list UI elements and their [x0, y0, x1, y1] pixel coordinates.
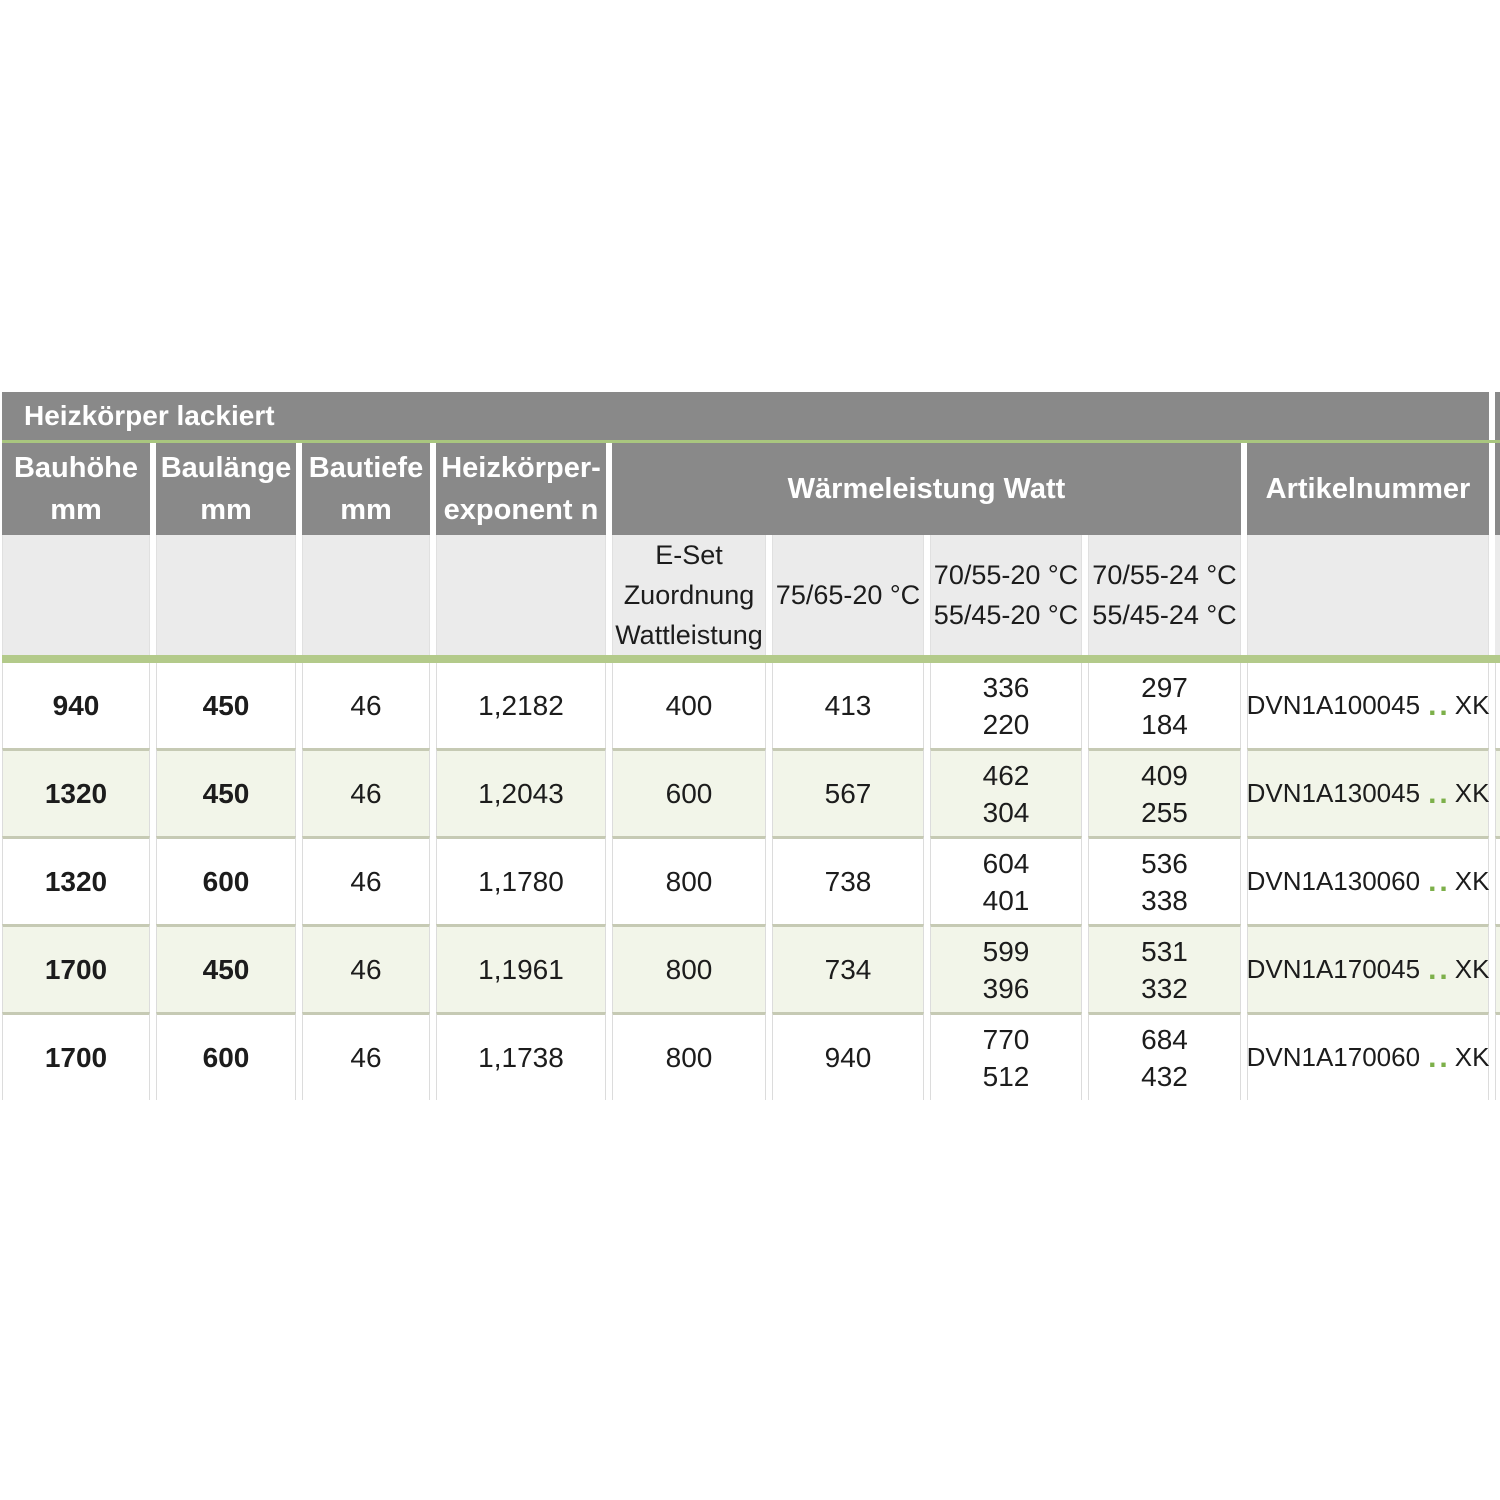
col-header-waermeleistung: Wärmeleistung Watt [612, 443, 1241, 535]
cell-bauhoehe: 1320 [2, 748, 150, 836]
artikel-suffix: XK [1454, 954, 1490, 984]
cell-watt-70-55-24: 531 332 [1088, 924, 1241, 1012]
right-edge-sliver [1495, 663, 1500, 748]
table-row [2, 748, 1500, 836]
thick-green-divider [2, 655, 1500, 663]
cell-watt-70-55-24: 409 255 [1088, 748, 1241, 836]
subheader-70-55-20: 70/55-20 °C 55/45-20 °C [930, 535, 1082, 655]
cell-watt-75-65: 738 [772, 836, 924, 924]
cell-bauhoehe: 1700 [2, 924, 150, 1012]
cell-bauhoehe: 940 [2, 663, 150, 748]
artikel-code: DVN1A130045 [1246, 778, 1421, 808]
right-edge-sliver [1495, 392, 1500, 440]
cell-artikelnummer [1247, 924, 1489, 1012]
cell-watt-75-65: 413 [772, 663, 924, 748]
cell-watt-70-55-20: 604 401 [930, 836, 1082, 924]
cell-bautiefe: 46 [302, 836, 430, 924]
cell-watt-70-55-24: 536 338 [1088, 836, 1241, 924]
cell-watt-70-55-20: 599 396 [930, 924, 1082, 1012]
cell-bautiefe: 46 [302, 748, 430, 836]
artikel-placeholder-dots: .. [1428, 1040, 1451, 1074]
cell-watt-70-55-20: 462 304 [930, 748, 1082, 836]
cell-eset: 800 [612, 924, 766, 1012]
col-header-artikelnummer: Artikelnummer [1247, 443, 1489, 535]
col-header-bauhoehe: Bauhöhe mm [2, 443, 150, 535]
right-edge-sliver [1495, 748, 1500, 836]
artikel-code: DVN1A130060 [1246, 866, 1421, 896]
col-header-baulaenge: Baulänge mm [156, 443, 296, 535]
cell-exponent: 1,1738 [436, 1012, 606, 1100]
subheader-empty-exponent [436, 535, 606, 655]
artikel-placeholder-dots: .. [1428, 952, 1451, 986]
cell-watt-70-55-24: 684 432 [1088, 1012, 1241, 1100]
cell-bautiefe: 46 [302, 663, 430, 748]
cell-artikelnummer [1247, 1012, 1489, 1100]
subheader-empty-baulaenge [156, 535, 296, 655]
col-header-bautiefe: Bautiefe mm [302, 443, 430, 535]
cell-eset: 800 [612, 836, 766, 924]
cell-exponent: 1,1780 [436, 836, 606, 924]
artikel-placeholder-dots: .. [1428, 864, 1451, 898]
cell-exponent: 1,1961 [436, 924, 606, 1012]
cell-artikelnummer [1247, 663, 1489, 748]
cell-baulaenge: 600 [156, 836, 296, 924]
cell-eset: 800 [612, 1012, 766, 1100]
subheader-row [2, 535, 1500, 655]
table-row [2, 924, 1500, 1012]
artikel-code: DVN1A170045 [1246, 954, 1421, 984]
cell-watt-70-55-24: 297 184 [1088, 663, 1241, 748]
right-edge-sliver [1495, 1012, 1500, 1100]
cell-exponent: 1,2182 [436, 663, 606, 748]
artikel-suffix: XK [1454, 778, 1490, 808]
right-edge-sliver [1495, 535, 1500, 655]
right-edge-sliver [1495, 836, 1500, 924]
artikel-placeholder-dots: .. [1428, 688, 1451, 722]
cell-baulaenge: 450 [156, 663, 296, 748]
artikel-suffix: XK [1454, 1042, 1490, 1072]
radiator-spec-table [2, 392, 1500, 1100]
subheader-empty-artikel [1247, 535, 1489, 655]
cell-eset: 400 [612, 663, 766, 748]
subheader-75-65: 75/65-20 °C [772, 535, 924, 655]
table-row [2, 663, 1500, 748]
column-header-row [2, 443, 1500, 535]
table-title: Heizkörper lackiert [2, 392, 1489, 440]
artikel-placeholder-dots: .. [1428, 776, 1451, 810]
cell-baulaenge: 600 [156, 1012, 296, 1100]
cell-bauhoehe: 1700 [2, 1012, 150, 1100]
table-row [2, 836, 1500, 924]
table-row [2, 1012, 1500, 1100]
artikel-code: DVN1A170060 [1246, 1042, 1421, 1072]
cell-baulaenge: 450 [156, 924, 296, 1012]
title-bar [2, 392, 1500, 440]
col-header-exponent: Heizkörper- exponent n [436, 443, 606, 535]
cell-watt-75-65: 734 [772, 924, 924, 1012]
cell-exponent: 1,2043 [436, 748, 606, 836]
cell-eset: 600 [612, 748, 766, 836]
subheader-70-55-24: 70/55-24 °C 55/45-24 °C [1088, 535, 1241, 655]
cell-bautiefe: 46 [302, 1012, 430, 1100]
cell-watt-70-55-20: 336 220 [930, 663, 1082, 748]
cell-watt-75-65: 940 [772, 1012, 924, 1100]
cell-baulaenge: 450 [156, 748, 296, 836]
cell-watt-70-55-20: 770 512 [930, 1012, 1082, 1100]
subheader-eset: E-Set Zuordnung Wattleistung [612, 535, 766, 655]
cell-artikelnummer [1247, 836, 1489, 924]
artikel-code: DVN1A100045 [1246, 690, 1421, 720]
right-edge-sliver [1495, 443, 1500, 535]
cell-watt-75-65: 567 [772, 748, 924, 836]
cell-bauhoehe: 1320 [2, 836, 150, 924]
cell-artikelnummer [1247, 748, 1489, 836]
subheader-empty-bauhoehe [2, 535, 150, 655]
artikel-suffix: XK [1454, 690, 1490, 720]
cell-bautiefe: 46 [302, 924, 430, 1012]
subheader-empty-bautiefe [302, 535, 430, 655]
artikel-suffix: XK [1454, 866, 1490, 896]
right-edge-sliver [1495, 924, 1500, 1012]
